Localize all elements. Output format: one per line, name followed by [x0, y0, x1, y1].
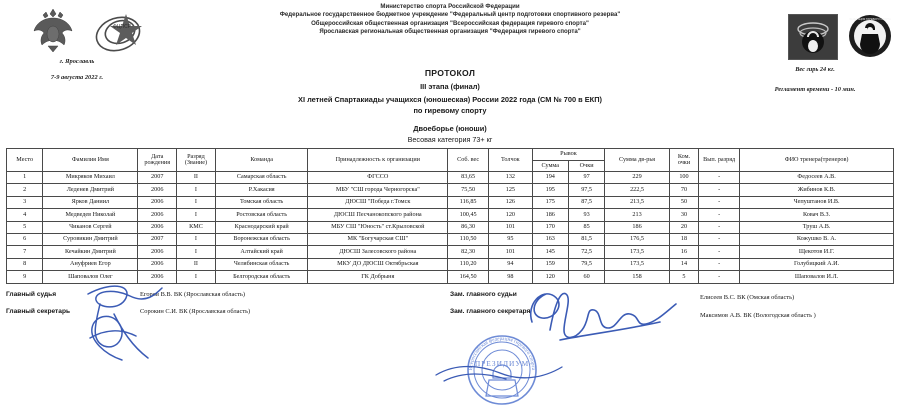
- cell-kom: 30: [669, 209, 698, 221]
- col-header-coach: ФИО тренера(тренеров): [740, 149, 894, 172]
- col-header-jerk: Толчок: [489, 149, 532, 172]
- page-title: ПРОТОКОЛ: [424, 68, 476, 78]
- col-header-kom-l2: очки: [677, 159, 691, 166]
- cell-coach: Жибинов К.В.: [740, 184, 894, 196]
- cell-team: Краснодарский край: [215, 221, 308, 233]
- table-row: [7, 184, 894, 196]
- title-event: XI летней Спартакиады учащихся (юношеская) России 2022 года (СМ № 700 в ЕКП): [298, 95, 602, 104]
- results-table: [6, 148, 894, 284]
- cell-org: МК "Богучарская СШ": [308, 233, 448, 245]
- cell-ssum: 163: [532, 233, 568, 245]
- cell-rank: II: [177, 172, 216, 184]
- cell-kom: 14: [669, 258, 698, 270]
- stamp-inner-text: ПРЕЗИДИУМ: [474, 359, 530, 368]
- cell-coach: Федосеев А.В.: [740, 172, 894, 184]
- cell-coach: Чепуштанов И.В.: [740, 196, 894, 208]
- cell-coach: Голубицкий А.И.: [740, 258, 894, 270]
- cell-dob: 2006: [138, 184, 177, 196]
- cell-place: 4: [7, 209, 43, 221]
- cell-name: Медведев Николай: [43, 209, 138, 221]
- cell-place: 1: [7, 172, 43, 184]
- header-line-2: Федеральное государственное бюджетное учреждение "Федеральный центр подготовки спортивного резерва": [279, 11, 621, 19]
- cell-place: 9: [7, 271, 43, 283]
- cell-spts: 97: [568, 172, 604, 184]
- cell-kom: 16: [669, 246, 698, 258]
- cell-team: Томская область: [215, 196, 308, 208]
- cell-coach: Шаповалов И.Л.: [740, 271, 894, 283]
- deputy-chief-secretary-role: Зам. главного секретаря: [450, 308, 531, 315]
- cell-vyp: -: [699, 209, 740, 221]
- cell-place: 7: [7, 246, 43, 258]
- cell-ssum: 186: [532, 209, 568, 221]
- cell-vyp: -: [699, 258, 740, 270]
- table-row: [7, 209, 894, 221]
- cell-team: Самарская область: [215, 172, 308, 184]
- cell-team: Воронежская область: [215, 233, 308, 245]
- cell-dob: 2006: [138, 196, 177, 208]
- cell-place: 8: [7, 258, 43, 270]
- table-row: [7, 258, 894, 270]
- cell-team: Алтайский край: [215, 246, 308, 258]
- cell-ssum: 194: [532, 172, 568, 184]
- cell-team: Р.Хакасия: [215, 184, 308, 196]
- cell-vyp: -: [699, 196, 740, 208]
- table-row: [7, 221, 894, 233]
- chief-secretary-name: Сорокин С.И. ВК (Ярославская область): [140, 308, 251, 315]
- cell-rank: I: [177, 209, 216, 221]
- cell-dob: 2006: [138, 246, 177, 258]
- cell-kom: 100: [669, 172, 698, 184]
- chief-judge-name: Егоров В.В. ВК (Ярославская область): [140, 291, 245, 298]
- city-label: г. Ярославль: [59, 58, 95, 65]
- cell-vyp: -: [699, 233, 740, 245]
- chief-secretary-role: Главный секретарь: [6, 308, 71, 315]
- cell-rank: I: [177, 246, 216, 258]
- cell-weight: 82,30: [448, 246, 489, 258]
- cell-ssum: 159: [532, 258, 568, 270]
- svg-text:ФЕДЕРАЦИЯ ГИРЕВОГО СПОРТА: ФЕДЕРАЦИЯ ГИРЕВОГО СПОРТА: [849, 18, 891, 21]
- col-header-snatch-sum: Сумма: [532, 160, 568, 172]
- header-line-3: Общероссийская общественная организация "Всероссийская федерация гиревого спорта": [311, 19, 589, 27]
- cell-name: Ярков Даниил: [43, 196, 138, 208]
- cell-total: 173,5: [605, 258, 670, 270]
- cell-dob: 2007: [138, 233, 177, 245]
- col-header-snatch-points: Очки: [568, 160, 604, 172]
- cell-vyp: -: [699, 221, 740, 233]
- cell-weight: 164,50: [448, 271, 489, 283]
- cell-jerk: 126: [489, 196, 532, 208]
- cell-rank: I: [177, 233, 216, 245]
- cell-kom: 18: [669, 233, 698, 245]
- deputy-chief-secretary-name: Максимов А.В. ВК (Вологодская область ): [700, 312, 816, 319]
- cell-place: 6: [7, 233, 43, 245]
- col-header-snatch-group: Рывок: [532, 149, 605, 161]
- col-header-dob-l2: рождения: [144, 159, 171, 166]
- official-stamp: [415, 330, 590, 405]
- cell-rank: I: [177, 196, 216, 208]
- deputy-chief-judge-signature: [520, 282, 690, 352]
- cell-name: Чиканов Сергей: [43, 221, 138, 233]
- cell-jerk: 125: [489, 184, 532, 196]
- russian-coat-of-arms-icon: [22, 6, 84, 54]
- cell-dob: 2006: [138, 271, 177, 283]
- fcpsr-logo-icon: [90, 8, 150, 56]
- table-header: [7, 149, 894, 172]
- cell-jerk: 120: [489, 209, 532, 221]
- cell-total: 176,5: [605, 233, 670, 245]
- weight-category-label: Весовая категория 73+ кг: [407, 135, 493, 144]
- stamp-outer-text: Всероссийская федерация гиревого спорта: [467, 335, 537, 371]
- cell-dob: 2006: [138, 221, 177, 233]
- title-stage: III этапа (финал): [420, 82, 480, 91]
- cell-org: МБУ "СШ города Черногорска": [308, 184, 448, 196]
- chief-judge-role: Главный судья: [6, 291, 57, 298]
- cell-jerk: 132: [489, 172, 532, 184]
- cell-jerk: 98: [489, 271, 532, 283]
- cell-total: 229: [605, 172, 670, 184]
- cell-name: Ануфриев Егор: [43, 258, 138, 270]
- cell-coach: Ковач В.З.: [740, 209, 894, 221]
- cell-dob: 2006: [138, 209, 177, 221]
- col-header-rank: [177, 149, 216, 172]
- table-body: [7, 172, 894, 284]
- results-table-wrap: [6, 148, 894, 284]
- cell-rank: КМС: [177, 221, 216, 233]
- cell-name: Микряков Михаил: [43, 172, 138, 184]
- cell-org: МКУ ДО ДЮСШ Октябрьская: [308, 258, 448, 270]
- cell-total: 173,5: [605, 246, 670, 258]
- cell-rank: II: [177, 258, 216, 270]
- cell-weight: 100,45: [448, 209, 489, 221]
- cell-name: Суровикин Дмитрий: [43, 233, 138, 245]
- col-header-rank-l1: Разряд: [187, 152, 205, 160]
- svg-text:ФЦПСР: ФЦПСР: [112, 24, 132, 30]
- cell-weight: 110,20: [448, 258, 489, 270]
- cell-total: 213,5: [605, 196, 670, 208]
- cell-ssum: 175: [532, 196, 568, 208]
- cell-team: Ростовская область: [215, 209, 308, 221]
- cell-name: Шаповалов Олег: [43, 271, 138, 283]
- svg-text:Всероссийская федерация гирево: [468, 336, 536, 371]
- col-header-org: Принадлежность к организации: [308, 149, 448, 172]
- cell-total: 186: [605, 221, 670, 233]
- cell-vyp: -: [699, 271, 740, 283]
- time-regulation-note: Регламент времени - 10 мин.: [774, 86, 856, 93]
- cell-total: 158: [605, 271, 670, 283]
- cell-jerk: 94: [489, 258, 532, 270]
- cell-total: 213: [605, 209, 670, 221]
- cell-jerk: 101: [489, 246, 532, 258]
- cell-jerk: 101: [489, 221, 532, 233]
- cell-spts: 60: [568, 271, 604, 283]
- cell-coach: Труш А.В.: [740, 221, 894, 233]
- kettlebell-photo-icon: [788, 14, 838, 60]
- cell-spts: 87,5: [568, 196, 604, 208]
- cell-org: МБУ СШ "Юность" ст.Крыловской: [308, 221, 448, 233]
- cell-dob: 2007: [138, 172, 177, 184]
- col-header-command-points: [669, 149, 698, 172]
- cell-dob: 2006: [138, 258, 177, 270]
- cell-weight: 75,50: [448, 184, 489, 196]
- cell-weight: 83,65: [448, 172, 489, 184]
- col-header-name: Фамилия Имя: [43, 149, 138, 172]
- table-row: [7, 172, 894, 184]
- cell-name: Кечайкин Дмитрий: [43, 246, 138, 258]
- cell-kom: 20: [669, 221, 698, 233]
- kettlebell-weight-note: Вес гирь 24 кг.: [795, 66, 835, 73]
- table-row: [7, 246, 894, 258]
- cell-spts: 81,5: [568, 233, 604, 245]
- col-header-dob-l1: Дата: [151, 152, 164, 160]
- cell-total: 222,5: [605, 184, 670, 196]
- cell-vyp: -: [699, 184, 740, 196]
- table-row: [7, 196, 894, 208]
- cell-org: ДЮСШ Залесовского района: [308, 246, 448, 258]
- cell-rank: I: [177, 184, 216, 196]
- cell-vyp: -: [699, 246, 740, 258]
- col-header-total: Сумма дв-рья: [605, 149, 670, 172]
- cell-spts: 85: [568, 221, 604, 233]
- cell-ssum: 195: [532, 184, 568, 196]
- cell-org: ГК Добрыня: [308, 271, 448, 283]
- cell-ssum: 120: [532, 271, 568, 283]
- cell-kom: 70: [669, 184, 698, 196]
- cell-ssum: 145: [532, 246, 568, 258]
- cell-jerk: 95: [489, 233, 532, 245]
- cell-coach: Кожушко В. А.: [740, 233, 894, 245]
- table-row: [7, 233, 894, 245]
- discipline-label: Двоеборье (юноши): [413, 124, 487, 133]
- col-header-kom-l1: Ком.: [677, 152, 691, 160]
- cell-coach: Щекотов И.Г.: [740, 246, 894, 258]
- stamp-flourish: [430, 355, 570, 390]
- col-header-fulfilled-rank: Вып. разряд: [699, 149, 740, 172]
- cell-place: 2: [7, 184, 43, 196]
- cell-spts: 79,5: [568, 258, 604, 270]
- cell-weight: 86,30: [448, 221, 489, 233]
- cell-org: ДЮСШ Песчанокопского района: [308, 209, 448, 221]
- col-header-team: Команда: [215, 149, 308, 172]
- title-sport: по гиревому спорту: [413, 106, 487, 115]
- cell-name: Леденев Дмитрий: [43, 184, 138, 196]
- cell-weight: 110,50: [448, 233, 489, 245]
- cell-spts: 72,5: [568, 246, 604, 258]
- deputy-chief-judge-role: Зам. главного судьи: [450, 291, 517, 298]
- cell-place: 3: [7, 196, 43, 208]
- document-title-block: [150, 68, 750, 144]
- cell-place: 5: [7, 221, 43, 233]
- cell-spts: 97,5: [568, 184, 604, 196]
- cell-rank: I: [177, 271, 216, 283]
- cell-team: Челябинская область: [215, 258, 308, 270]
- cell-kom: 50: [669, 196, 698, 208]
- cell-ssum: 170: [532, 221, 568, 233]
- deputy-chief-judge-name: Елисеев В.С. ВК (Омская область): [700, 294, 795, 301]
- cell-team: Белгородская область: [215, 271, 308, 283]
- cell-weight: 116,85: [448, 196, 489, 208]
- table-row: [7, 271, 894, 283]
- event-date: 7-9 августа 2022 г.: [50, 74, 104, 81]
- header-line-1: Министерство спорта Российской Федерации: [380, 3, 520, 10]
- col-header-place: Место: [7, 149, 43, 172]
- cell-vyp: -: [699, 172, 740, 184]
- ministry-header: [205, 3, 695, 37]
- cell-kom: 5: [669, 271, 698, 283]
- col-header-dob: [138, 149, 177, 172]
- col-header-rank-l2: (Звание): [184, 159, 208, 166]
- cell-spts: 93: [568, 209, 604, 221]
- federation-round-logo-icon: [848, 14, 892, 58]
- cell-org: ДЮСШ "Победа г.Томск: [308, 196, 448, 208]
- col-header-weight: Соб. вес: [448, 149, 489, 172]
- header-line-4: Ярославская региональная общественная организация "Федерация гиревого спорта": [319, 28, 581, 36]
- cell-org: ФГССО: [308, 172, 448, 184]
